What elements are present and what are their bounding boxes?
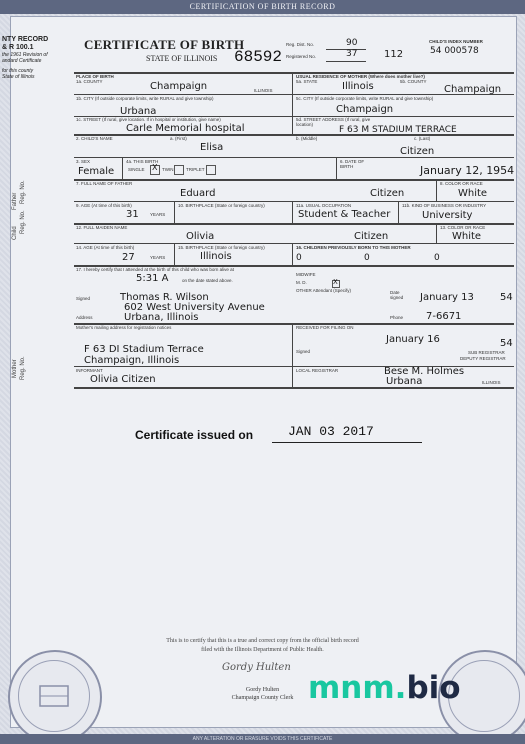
father-bp-label: 10. BIRTHPLACE (State or foreign country) (178, 203, 265, 208)
record-label: NTY RECORD (2, 36, 49, 43)
father-color: White (458, 188, 488, 199)
twin-label: TWIN (162, 167, 174, 172)
revision-line-1: the 1961 Revision of (2, 52, 48, 58)
res-state: Illinois (342, 81, 374, 92)
clerk-signature: Gordy Hulten (222, 662, 291, 673)
received-year: 54 (500, 338, 513, 349)
mailing-label: Mother's mailing address for registration notices (76, 325, 172, 330)
mother-last-name: Citizen (354, 231, 389, 242)
md-checkbox (332, 280, 340, 288)
mailing-address-2: Champaign, Illinois (84, 355, 180, 366)
header-bar (0, 0, 525, 14)
side-label-reg3: Reg. No. (20, 180, 26, 204)
side-label-mother: Mother (12, 359, 18, 378)
registered-label: Registered No. (286, 54, 317, 59)
local-registrar: Bese M. Holmes (384, 366, 465, 377)
date-of-birth: January 12, 1954 (420, 164, 515, 177)
mother-maiden-label: 12. FULL MAIDEN NAME (76, 225, 128, 230)
deputy-registrar-label: DEPUTY REGISTRAR (460, 356, 506, 361)
date-signed: January 13 (420, 292, 474, 303)
child-last-name: Citizen (400, 146, 435, 157)
revision-line-2: andard Certificate (2, 58, 42, 64)
father-age: 31 (126, 209, 139, 220)
children-fetal: 0 (434, 253, 440, 263)
res-city-label: 5c. CITY (If outside corporate limits, write RURAL and give township) (296, 96, 434, 101)
phone: 7-6671 (426, 311, 462, 322)
index-label: CHILD'S INDEX NUMBER (429, 39, 483, 44)
mother-first-name: Olivia (186, 231, 215, 242)
single-checkbox (150, 165, 160, 175)
illinois-label: ILLINOIS (254, 88, 273, 93)
local-registrar-label: LOCAL REGISTRAR (296, 368, 339, 373)
side-label-father: Father (12, 192, 18, 210)
single-label: SINGLE (128, 167, 145, 172)
issued-label: Certificate issued on (135, 428, 254, 442)
child-last-label: c. (Last) (414, 136, 431, 141)
father-name-label: 7. FULL NAME OF FATHER (76, 181, 133, 186)
form-label: & R 100.1 (2, 44, 34, 51)
clerk-title: Champaign County Clerk (231, 695, 294, 701)
certify-label: 17. I hereby certify that I attended at the birth of this child who was born alive at (76, 267, 234, 272)
footer-text: ANY ALTERATION OR ERASURE VOIDS THIS CERTIFICATE (192, 736, 333, 742)
birth-certificate-form (74, 36, 514, 392)
certificate-number: 68592 (234, 48, 283, 66)
sex-label: 3. SEX (76, 159, 91, 164)
header-title: CERTIFICATION OF BIRTH RECORD (189, 2, 336, 11)
hospital-name: Carle Memorial hospital (126, 123, 245, 134)
attendant-name: Thomas R. Wilson (120, 292, 209, 303)
district-number: 112 (384, 49, 404, 60)
child-first-name: Elisa (200, 142, 224, 153)
mother-age-label: 14. AGE (At time of this birth) (76, 245, 135, 250)
clerk-name: Gordy Hulten (245, 687, 280, 693)
birth-time: 5:31 A (136, 273, 169, 284)
left-info (2, 36, 72, 80)
single-mark: X (152, 163, 158, 172)
index-number: 54 000578 (430, 46, 479, 56)
triplet-checkbox (206, 165, 216, 175)
city-label: 1b. CITY (If outside corporate limits, write RURAL and give township) (76, 96, 214, 101)
this-birth-label: 4a. THIS BIRTH (126, 159, 159, 164)
received-date: January 16 (386, 334, 440, 345)
attendant-address-2: Urbana, Illinois (124, 312, 199, 323)
certificate-title: CERTIFICATE OF BIRTH (84, 37, 245, 52)
side-label-child: Child (12, 226, 18, 240)
hospital-label: 1c. STREET (If rural, give location. If in hospital or institution, give name) (76, 117, 221, 122)
watermark-part-2: bio (406, 670, 461, 706)
signed-label: Signed (76, 296, 91, 301)
father-last-name: Citizen (370, 188, 405, 199)
seal-emblem-left (10, 652, 100, 742)
usual-residence-label: USUAL RESIDENCE OF MOTHER (Where does mother live?) (296, 74, 425, 79)
mailing-address-1: F 63 DI Stadium Terrace (84, 344, 204, 355)
issued-date: JAN 03 2017 (288, 424, 374, 439)
children-alive: 0 (296, 253, 302, 263)
md-label: M. D. (296, 280, 307, 285)
local-registrar-city: Urbana (386, 376, 423, 387)
triplet-label: TRIPLET (186, 167, 205, 172)
child-middle-label: b. (Middle) (296, 136, 318, 141)
on-date-label: on the date stated above. (182, 278, 233, 283)
mother-birthplace: Illinois (200, 251, 232, 262)
father-first-name: Eduard (180, 188, 216, 199)
registered-value: 37 (346, 49, 358, 59)
res-county: Champaign (444, 84, 502, 95)
res-city: Champaign (336, 104, 394, 115)
children-label: 16. CHILDREN PREVIOUSLY BORN TO THIS MOTHER (296, 245, 411, 250)
res-street: F 63 M STADIUM TERRACE (339, 125, 457, 135)
certification-line-2: filed with the Illinois Department of Public Health. (201, 647, 324, 653)
res-county-label: 5b. COUNTY (400, 79, 427, 84)
sub-registrar-label: SUB REGISTRAR (468, 350, 505, 355)
county-label: 1a. COUNTY (76, 79, 103, 84)
father-occ-label: 11a. USUAL OCCUPATION (296, 203, 352, 208)
father-ind-label: 11b. KIND OF BUSINESS OR INDUSTRY (402, 203, 487, 208)
mother-bp-label: 15. BIRTHPLACE (State or foreign country) (178, 245, 265, 250)
side-label-reg2: Reg. No. (20, 356, 26, 380)
mother-age: 27 (122, 252, 135, 263)
date-signed-label: Date signed (390, 290, 404, 300)
md-mark: X (333, 278, 338, 286)
watermark-part-1: mnm. (308, 670, 407, 706)
res-street-label: 5d. STREET ADDRESS (If rural, give location) (296, 117, 371, 127)
res-state-label: 5a. STATE (296, 79, 318, 84)
county-seal-left (8, 650, 102, 744)
midwife-label: MIDWIFE (296, 272, 316, 277)
watermark-logo (308, 670, 461, 706)
reg-dist-label: Reg. Dist. No. (286, 42, 315, 47)
state-label: STATE OF ILLINOIS (146, 54, 218, 63)
mother-color: White (452, 231, 482, 242)
attendant-address-1: 602 West University Avenue (124, 302, 265, 313)
footer-bar (0, 734, 525, 744)
informant-label: INFORMANT (76, 368, 103, 373)
child-sex: Female (78, 166, 115, 177)
father-age-label: 9. AGE (At time of this birth) (76, 203, 132, 208)
side-label-reg1: Reg. No. (20, 210, 26, 234)
other-attendant-label: OTHER Attendant (Specify) (296, 288, 352, 293)
signed-label-2: Signed (296, 349, 311, 354)
child-first-label: a. (First) (170, 136, 187, 141)
phone-label: Phone (390, 315, 404, 320)
father-occupation: Student & Teacher (298, 209, 391, 220)
father-industry: University (422, 210, 473, 221)
illinois-caps: ILLINOIS (482, 380, 501, 385)
birth-city: Urbana (120, 106, 157, 117)
received-label: RECEIVED FOR FILING ON (296, 325, 354, 330)
address-label: Address (76, 315, 93, 320)
issued-underline (272, 442, 422, 443)
county-line-2: State of Illinois (2, 74, 35, 80)
mother-color-label: 13. COLOR OR RACE (440, 225, 486, 230)
twin-checkbox (174, 165, 184, 175)
certification-line-1: This is to certify that this is a true and correct copy from the official birth record (166, 638, 359, 644)
child-name-label: 2. CHILD'S NAME (76, 136, 113, 141)
birth-county: Champaign (150, 81, 208, 92)
date-signed-year: 54 (500, 292, 513, 303)
reg-dist-value: 90 (346, 38, 358, 48)
father-years-label: YEARS (150, 212, 166, 217)
place-of-birth-label: PLACE OF BIRTH (76, 74, 114, 79)
county-line-1: for this county (2, 68, 34, 74)
children-dead: 0 (364, 253, 370, 263)
informant-name: Olivia Citizen (90, 374, 156, 385)
mother-years-label: YEARS (150, 255, 166, 260)
father-color-label: 8. COLOR OR RACE (440, 181, 483, 186)
dob-label: 6. DATE OF BIRTH (340, 159, 365, 169)
